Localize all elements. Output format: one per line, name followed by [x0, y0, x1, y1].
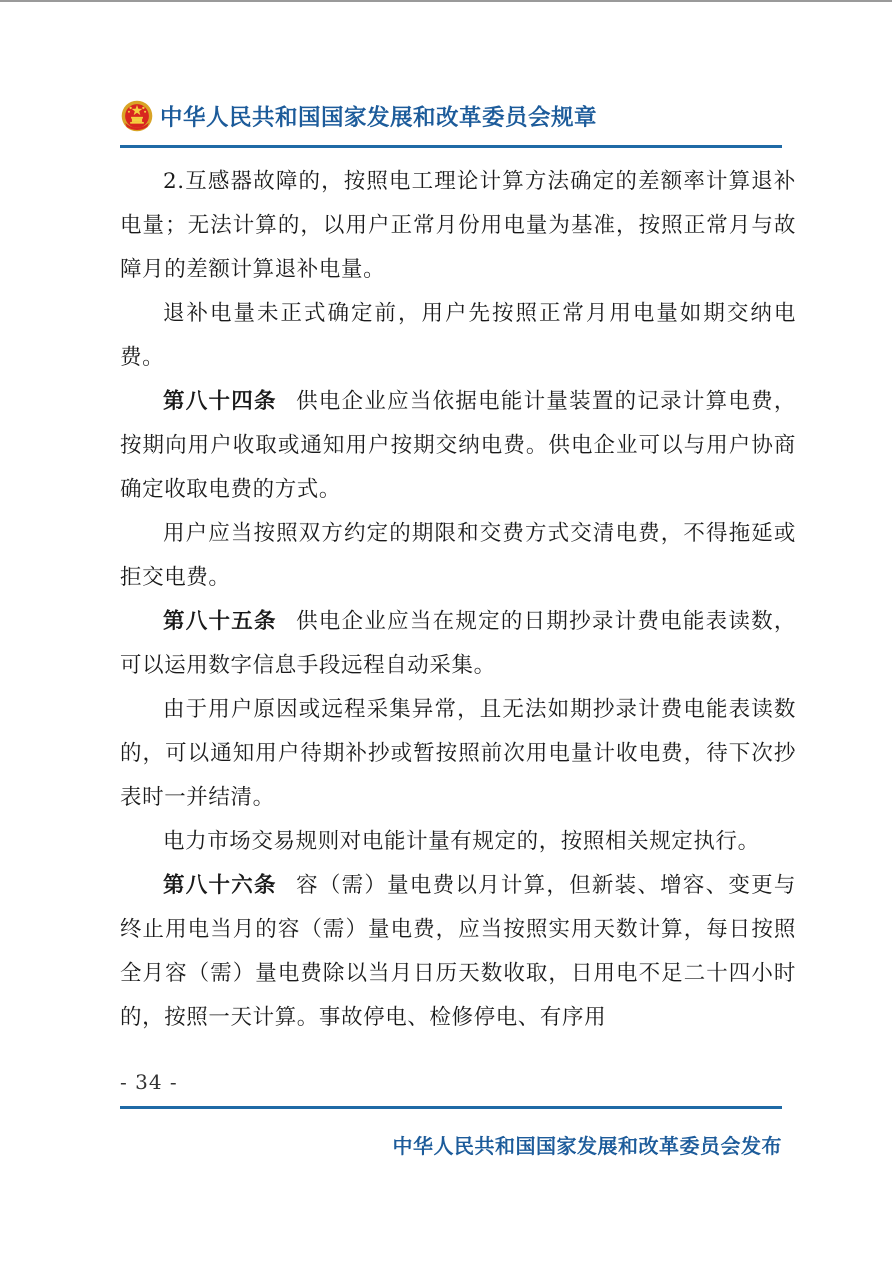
article-number: 第八十六条 — [163, 873, 277, 898]
article-paragraph — [120, 864, 796, 1040]
national-emblem-icon — [120, 99, 154, 133]
paragraph — [120, 820, 796, 864]
paragraph-text: 用户应当按照双方约定的期限和交费方式交清电费，不得拖延或拒交电费。 — [120, 521, 796, 590]
footer-rule — [120, 1106, 782, 1109]
paragraph — [120, 292, 796, 380]
page-number: - 34 - — [120, 1070, 178, 1094]
paragraph — [120, 512, 796, 600]
paragraph — [120, 160, 796, 292]
paragraph-text: 供电企业应当在规定的日期抄录计费电能表读数，可以运用数字信息手段远程自动采集。 — [120, 609, 796, 678]
article-number: 第八十五条 — [163, 609, 277, 634]
article-paragraph — [120, 380, 796, 512]
paragraph-text: 电力市场交易规则对电能计量有规定的，按照相关规定执行。 — [163, 829, 760, 854]
page-header — [120, 96, 782, 136]
paragraph-text: 由于用户原因或远程采集异常，且无法如期抄录计费电能表读数的，可以通知用户待期补抄或暂按照前次用电量计收电费，待下次抄表时一并结清。 — [120, 697, 796, 810]
body-text — [120, 160, 796, 1040]
footer-publisher: 中华人民共和国国家发展和改革委员会发布 — [392, 1134, 782, 1158]
header-title: 中华人民共和国国家发展和改革委员会规章 — [160, 105, 598, 131]
paragraph-text: 容（需）量电费以月计算，但新装、增容、变更与终止用电当月的容（需）量电费，应当按照实用天数计算，每日按照全月容（需）量电费除以当月日历天数收取，日用电不足二十四小时的，按照一天计算。事故停电、检修停电、有序用 — [120, 873, 796, 1030]
paragraph-text: 2.互感器故障的，按照电工理论计算方法确定的差额率计算退补电量；无法计算的，以用户正常月份用电量为基准，按照正常月与故障月的差额计算退补电量。 — [120, 169, 796, 282]
article-number: 第八十四条 — [163, 389, 277, 414]
paragraph — [120, 688, 796, 820]
article-paragraph — [120, 600, 796, 688]
header-rule — [120, 145, 782, 148]
paragraph-text: 退补电量未正式确定前，用户先按照正常月用电量如期交纳电费。 — [120, 301, 796, 370]
top-border — [0, 0, 892, 2]
paragraph-text: 供电企业应当依据电能计量装置的记录计算电费，按期向用户收取或通知用户按期交纳电费。供电企业可以与用户协商确定收取电费的方式。 — [120, 389, 796, 502]
